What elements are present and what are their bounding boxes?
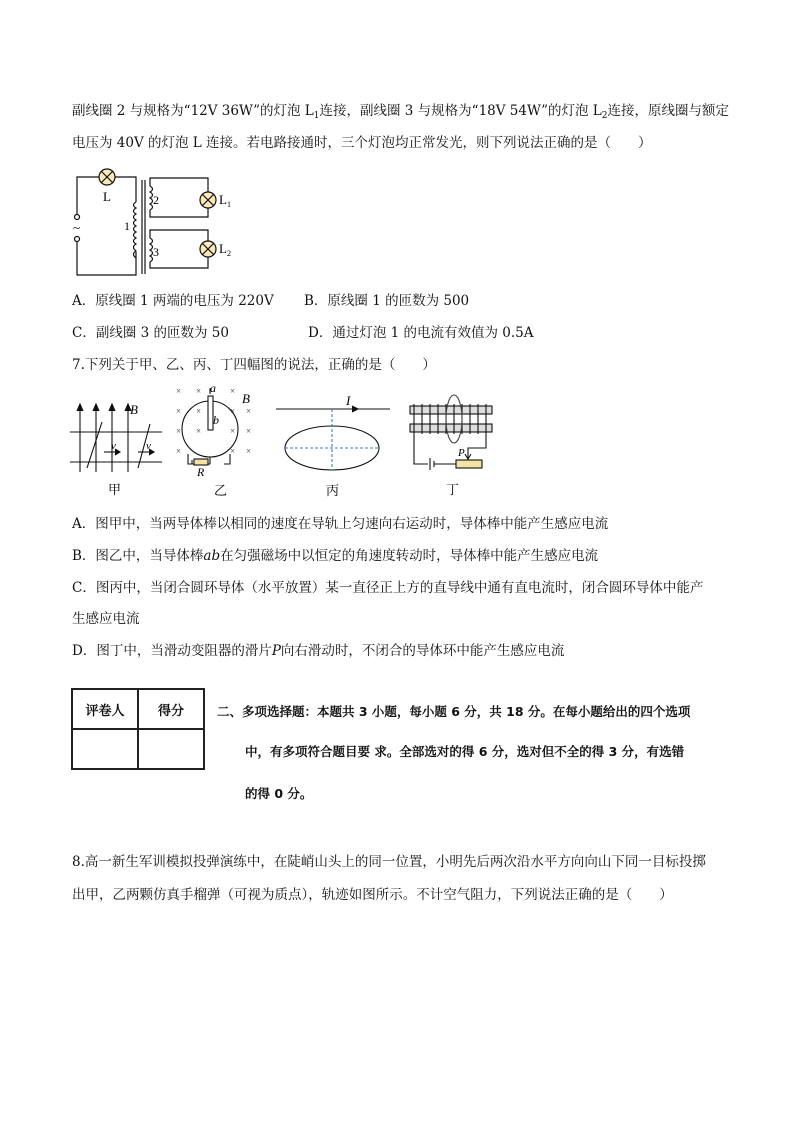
section2-heading-line3: 的得 0 分。 xyxy=(245,786,313,801)
q6-option-a: A．原线圈 1 两端的电压为 220V xyxy=(72,293,274,309)
ac-source-symbol: ~ xyxy=(73,220,81,235)
ding-caption: 丁 xyxy=(446,482,460,497)
svg-text:×: × xyxy=(246,446,252,456)
figure-yi xyxy=(170,384,262,500)
lamp-l2-label: $L_2$ xyxy=(219,241,231,258)
score-header: 得分 xyxy=(138,689,204,729)
yi-a-label: a xyxy=(210,384,216,395)
yi-b-label: b xyxy=(213,413,219,427)
svg-text:×: × xyxy=(176,386,182,396)
svg-text:×: × xyxy=(176,426,182,436)
lamp-l1-label: $L_1$ xyxy=(219,192,231,209)
svg-text:×: × xyxy=(230,406,236,416)
svg-text:×: × xyxy=(196,426,202,436)
figure-jia xyxy=(66,400,166,500)
q7-option-d: D．图丁中，当滑动变阻器的滑片P向右滑动时，不闭合的导体环中能产生感应电流 xyxy=(72,643,565,659)
q7-option-c-line1: C．图丙中，当闭合圆环导体（水平放置）某一直径正上方的直导线中通有直电流时，闭合圆环导体中能产 xyxy=(72,580,704,596)
lamp-l-label: L xyxy=(103,189,111,204)
bing-caption: 丙 xyxy=(326,483,340,498)
ding-slider-label: P xyxy=(458,447,465,459)
yi-caption: 乙 xyxy=(214,483,228,498)
q7-option-b: B．图乙中，当导体棒ab在匀强磁场中以恒定的角速度转动时，导体棒中能产生感应电流 xyxy=(72,548,599,564)
q6-option-b: B．原线圈 1 的匝数为 500 xyxy=(304,293,470,309)
jia-caption: 甲 xyxy=(108,482,122,497)
jia-v2-label: v xyxy=(146,440,151,452)
figure-ding xyxy=(404,388,502,500)
svg-text:×: × xyxy=(196,386,202,396)
yi-r-label: R xyxy=(197,465,205,479)
score-table xyxy=(71,688,205,770)
coil-3-label: 3 xyxy=(153,245,159,259)
coil-2-label: 2 xyxy=(153,193,159,207)
grader-cell[interactable] xyxy=(72,729,138,769)
q6-stem-line2: 电压为 40V 的灯泡 L 连接。若电路接通时，三个灯泡均正常发光，则下列说法正确的是（ ） xyxy=(72,135,652,151)
q6-option-c: C．副线圈 3 的匝数为 50 xyxy=(72,325,229,341)
yi-field-label: B xyxy=(242,391,250,406)
svg-text:×: × xyxy=(196,406,202,416)
q8-stem-line2: 出甲，乙两颗仿真手榴弹（可视为质点），轨迹如图所示。不计空气阻力，下列说法正确的是（ ） xyxy=(72,887,673,903)
svg-text:×: × xyxy=(176,406,182,416)
svg-text:×: × xyxy=(176,446,182,456)
bing-current-label: I xyxy=(346,393,351,408)
q6-stem-line1: 副线圈 2 与规格为“12V 36W”的灯泡 $L_1$连接，副线圈 3 与规格为“18V 54W”的灯泡 $L_2$连接，原线圈与额定 xyxy=(72,103,729,121)
q7-option-a: A．图甲中，当两导体棒以相同的速度在导轨上匀速向右运动时，导体棒中能产生感应电流 xyxy=(72,516,609,532)
q7-stem: 7.下列关于甲、乙、丙、丁四幅图的说法，正确的是（ ） xyxy=(72,357,436,373)
jia-b-label: B xyxy=(130,402,138,417)
section2-heading-line2: 中，有多项符合题目要 求。全部选对的得 6 分，选对但不全的得 3 分，有选错 xyxy=(245,744,685,759)
transformer-circuit-figure xyxy=(64,164,254,284)
svg-text:×: × xyxy=(230,386,236,396)
coil-1-label: 1 xyxy=(124,219,130,233)
section2-heading-line1: 二、多项选择题：本题共 3 小题，每小题 6 分，共 18 分。在每小题给出的四个选项 xyxy=(217,704,691,719)
q7-option-c-line2: 生感应电流 xyxy=(72,611,140,627)
svg-text:×: × xyxy=(246,426,252,436)
svg-text:×: × xyxy=(230,426,236,436)
svg-text:×: × xyxy=(230,446,236,456)
score-cell[interactable] xyxy=(138,729,204,769)
grader-header: 评卷人 xyxy=(72,689,138,729)
q8-stem-line1: 8.高一新生军训模拟投弹演练中，在陡峭山头上的同一位置，小明先后两次沿水平方向向山下同一目标投掷 xyxy=(72,854,706,870)
figure-bing xyxy=(272,392,396,500)
svg-text:×: × xyxy=(246,406,252,416)
q6-option-d: D．通过灯泡 1 的电流有效值为 0.5A xyxy=(308,325,534,341)
jia-v1-label: v xyxy=(111,440,116,452)
